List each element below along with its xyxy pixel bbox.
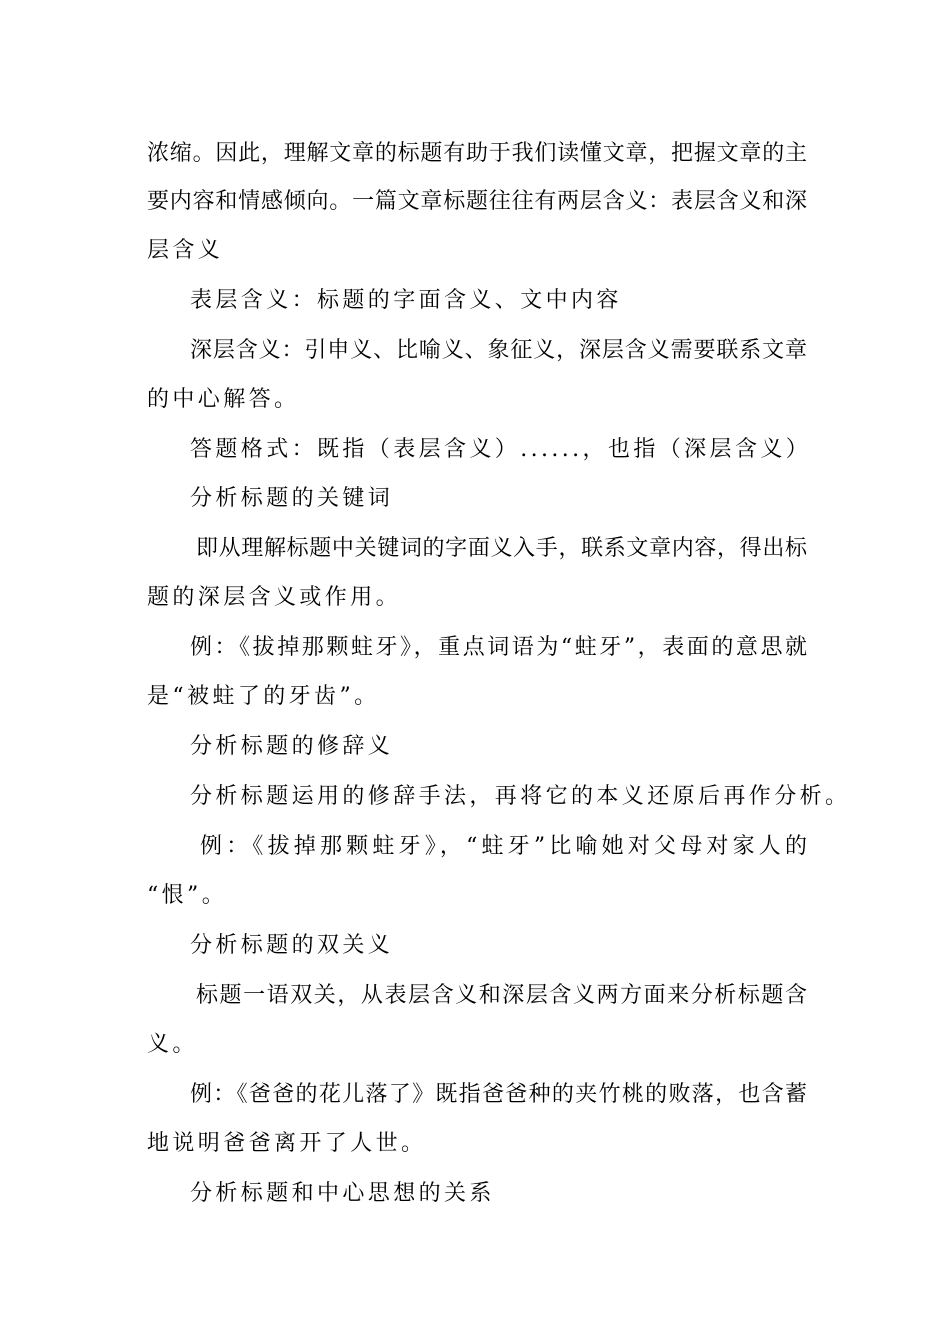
paragraph-line: 深层含义：引申义、比喻义、象征义，深层含义需要联系文章 — [190, 338, 807, 363]
answer-format-line: 答题格式：既指（表层含义）......，也指（深层含义） — [190, 437, 812, 462]
paragraph-line: 表层含义：标题的字面含义、文中内容 — [190, 288, 622, 313]
paragraph-line: 层含义 — [147, 238, 224, 263]
example-line: “恨”。 — [147, 883, 228, 908]
section-heading: 分析标题的修辞义 — [190, 734, 394, 759]
paragraph-line: 分析标题运用的修辞手法，再将它的本义还原后再作分析。 — [190, 784, 851, 809]
paragraph-line: 的中心解答。 — [147, 387, 300, 412]
paragraph-line: 题的深层含义或作用。 — [147, 585, 402, 610]
example-line: 例：《拔掉那颗蛀牙》，重点词语为“蛀牙”，表面的意思就 — [190, 635, 807, 660]
example-line: 例：《爸爸的花儿落了》既指爸爸种的夹竹桃的败落，也含蓄 — [190, 1082, 807, 1107]
example-line: 地说明爸爸离开了人世。 — [147, 1131, 427, 1156]
example-line: 是“被蛀了的牙齿”。 — [147, 684, 380, 709]
paragraph-line: 即从理解标题中关键词的字面义入手，联系文章内容，得出标 — [196, 536, 807, 561]
section-heading: 分析标题和中心思想的关系 — [190, 1181, 495, 1206]
paragraph-line: 要内容和情感倾向。一篇文章标题往往有两层含义：表层含义和深 — [147, 189, 807, 214]
paragraph-line: 标题一语双关，从表层含义和深层含义两方面来分析标题含 — [196, 983, 807, 1008]
section-heading: 分析标题的双关义 — [190, 933, 394, 958]
paragraph-line: 义。 — [147, 1032, 198, 1057]
paragraph-line: 浓缩。因此，理解文章的标题有助于我们读懂文章，把握文章的主 — [147, 141, 807, 166]
section-heading: 分析标题的关键词 — [190, 486, 394, 511]
example-line: 例：《拔掉那颗蛀牙》，“蛀牙”比喻她对父母对家人的 — [200, 834, 807, 859]
